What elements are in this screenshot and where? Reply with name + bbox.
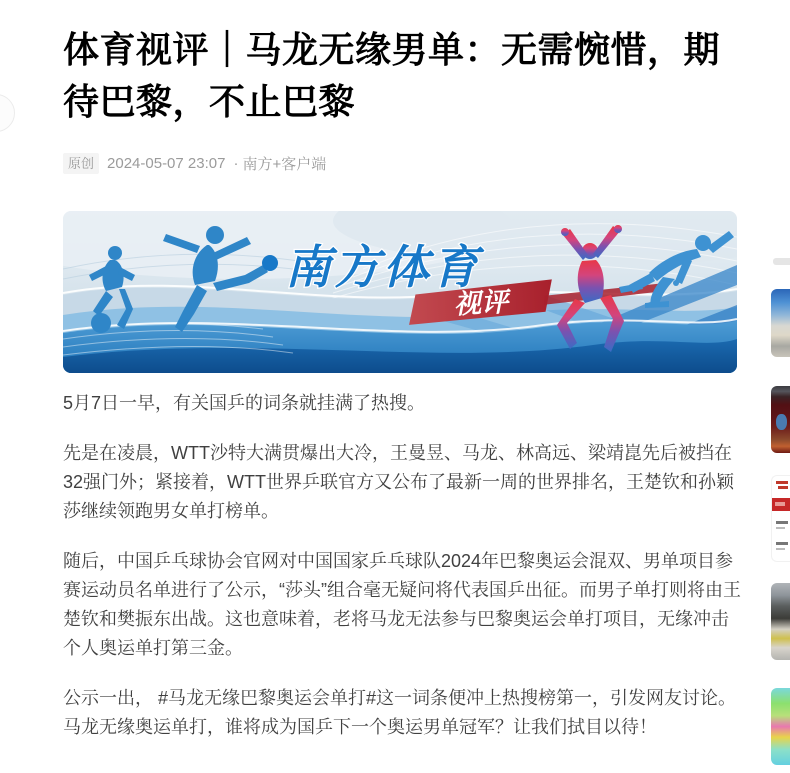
ribbon-tag-text: 视评	[453, 286, 509, 321]
publish-datetime: 2024-05-07 23:07	[107, 155, 226, 172]
related-article-thumbnail-2[interactable]	[771, 386, 790, 453]
article-paragraph: 随后，中国乒乓球协会官网对中国国家乒乓球队2024年巴黎奥运会混双、男单项目参赛运动员名单进行了公示，“莎头”组合毫无疑问将代表国乒出征。而男子单打则将由王楚钦和樊振东出战。这也意味着，老将马龙无法参与巴黎奥运会单打项目，无缘冲击个人奥运单打第三金。	[63, 551, 741, 658]
article-paragraph: 公示一出， #马龙无缘巴黎奥运会单打#这一词条便冲上热搜榜第一，引发网友讨论。马龙无缘奥运单打，谁将成为国乒下一个奥运男单冠军？让我们拭目以待！	[63, 688, 737, 737]
meta-separator: ·	[233, 155, 239, 172]
article-title: 体育视评｜马龙无缘男单：无需惋惜，期待巴黎，不止巴黎	[63, 29, 721, 122]
original-badge: 原创	[63, 153, 99, 174]
source-name: 南方+客户端	[242, 156, 327, 173]
floating-action-button[interactable]	[0, 94, 15, 132]
card-red-text-line	[776, 481, 788, 484]
hero-banner-image[interactable]	[63, 211, 737, 373]
related-hot-list-card[interactable]	[771, 475, 790, 562]
card-red-text-line	[778, 486, 788, 489]
article-paragraph: 先是在凌晨，WTT沙特大满贯爆出大冷，王曼昱、马龙、林高远、梁靖崑先后被挡在32强门外；紧接着，WTT世界乒联官方又公布了最新一周的世界排名，王楚钦和孙颖莎继续领跑男女单打榜单。	[63, 443, 734, 521]
related-article-thumbnail-1[interactable]	[771, 289, 790, 357]
related-article-thumbnail-4[interactable]	[771, 583, 790, 660]
brand-text: 南方体育	[285, 240, 481, 294]
card-list-line	[776, 542, 788, 545]
card-list-line	[776, 548, 785, 550]
sidebar-divider-pill	[773, 258, 790, 265]
ball-dot	[262, 255, 278, 271]
article-body	[63, 389, 741, 763]
card-red-header-band	[772, 498, 790, 511]
article-paragraph: 5月7日一早，有关国乒的词条就挂满了热搜。	[63, 393, 426, 413]
card-list-line	[776, 527, 785, 529]
card-list-line	[776, 521, 788, 524]
article-meta	[63, 153, 326, 174]
related-article-thumbnail-5[interactable]	[771, 688, 790, 765]
